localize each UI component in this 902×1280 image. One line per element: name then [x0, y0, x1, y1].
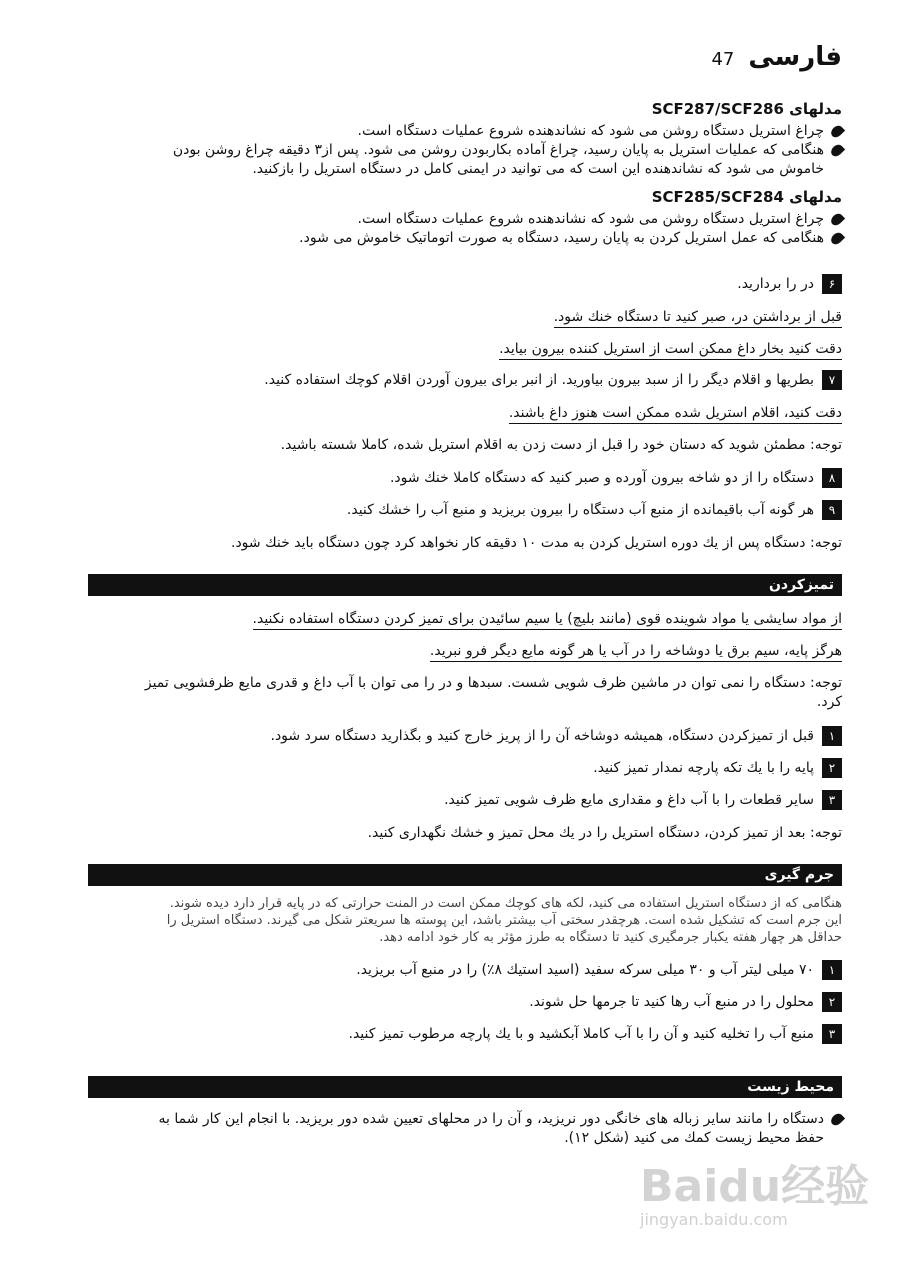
note-clean-1: توجه: دستگاه را نمی توان در ماشین ظرف شویی شست. سبدها و در را می توان با آب داغ و قدری مایع ظرفشویی تمیز — [144, 675, 842, 691]
bullet-text: دستگاه را مانند سایر زباله های خانگی دور نریزید، و آن را در محلهای تعیین شده دور بریزید. با انجام این کار شما به — [158, 1111, 824, 1127]
step-number: ۱ — [822, 726, 842, 746]
bullet-text: هنگامی که عمل استریل کردن به پایان رسید، دستگاه به صورت اتوماتیک خاموش می شود. — [299, 230, 824, 246]
bullet-text-cont: خاموش می شود که نشاندهنده این است که می توانید در ایمنی کامل در دستگاه استریل را بازکنید. — [252, 161, 824, 177]
warning-clean-2 — [88, 640, 842, 662]
descale-step-1 — [88, 960, 842, 980]
models-heading-2: مدلهای SCF285/SCF284 — [651, 188, 842, 206]
step-text: پایه را با یك تکه پارچه نمدار تمیز کنید. — [593, 760, 814, 776]
step-text: سایر قطعات را با آب داغ و مقداری مایع ظرف شویی تمیز کنید. — [444, 792, 814, 808]
step-6 — [88, 274, 842, 294]
descale-step-2 — [88, 992, 842, 1012]
clean-step-1 — [88, 726, 842, 746]
step-text: هر گونه آب باقیمانده از منبع آب دستگاه را بیرون بریزید و منبع آب را خشك کنید. — [346, 502, 814, 518]
warning-text: دقت کنید، اقلام استریل شده ممکن است هنوز داغ باشند. — [509, 405, 842, 424]
bullet-text: هنگامی که عملیات استریل به پایان رسید، چراغ آماده بکاربودن روشن می شود. پس از۳ دقیقه چراغ روشن بودن — [172, 142, 824, 158]
page-number: 47 — [711, 49, 735, 70]
step-9 — [88, 500, 842, 520]
warning-1 — [88, 306, 842, 328]
step-text: بطریها و اقلام دیگر را از سبد بیرون بیاورید. از انبر برای بیرون آوردن اقلام کوچك استفاده کنید. — [264, 372, 814, 388]
step-text: منبع آب را تخلیه کنید و آن را با آب کاملا آبکشید و با یك پارچه مرطوب تمیز کنید. — [348, 1026, 814, 1042]
watermark-url: jingyan.baidu.com — [640, 1210, 788, 1229]
section-heading-cleaning: تمیزکردن — [88, 574, 842, 596]
note-clean-2: توجه: بعد از تمیز کردن، دستگاه استریل را در یك محل تمیز و خشك نگهداری کنید. — [367, 825, 842, 841]
step-number: ۷ — [822, 370, 842, 390]
note-clean-1-cont: کرد. — [816, 694, 842, 710]
descale-paragraph-line: این جرم است که تشکیل شده است. هرچقدر سختی آب بیشتر باشد، این پوسته ها سریعتر شکل می گیرند. دستگاه استریل را — [166, 913, 842, 928]
bullet-item — [88, 229, 842, 248]
bullet-item — [88, 122, 842, 141]
language-title: فارسی — [748, 42, 842, 72]
descale-paragraph-line: حداقل هر چهار هفته یکبار جرمگیری کنید تا دستگاه به طرز مؤثر به کار خود ادامه دهد. — [379, 930, 842, 945]
step-number: ۳ — [822, 790, 842, 810]
step-7 — [88, 370, 842, 390]
bullet-icon — [829, 123, 845, 139]
bullet-icon — [829, 230, 845, 246]
page-header — [711, 42, 842, 72]
step-number: ۳ — [822, 1024, 842, 1044]
step-text: ۷۰ میلی لیتر آب و ۳۰ میلی سرکه سفید (اسید استیك ۸٪) را در منبع آب بریزید. — [356, 962, 814, 978]
step-number: ۱ — [822, 960, 842, 980]
bullet-item — [88, 1110, 842, 1129]
step-number: ۶ — [822, 274, 842, 294]
step-text: محلول را در منبع آب رها کنید تا جرمها حل شوند. — [529, 994, 814, 1010]
watermark-logo: Baidu经验 — [640, 1161, 870, 1212]
step-number: ۹ — [822, 500, 842, 520]
descale-step-3 — [88, 1024, 842, 1044]
warning-2 — [88, 338, 842, 360]
step-text: در را بردارید. — [737, 276, 814, 292]
warning-3 — [88, 402, 842, 424]
step-text: قبل از تمیزکردن دستگاه، همیشه دوشاخه آن را از پریز خارج کنید و بگذارید دستگاه سرد شود. — [270, 728, 814, 744]
watermark — [640, 1150, 880, 1230]
warning-text: دقت کنید بخار داغ ممکن است از استریل کننده بیرون بیاید. — [499, 341, 842, 360]
step-number: ۲ — [822, 758, 842, 778]
warning-text: قبل از برداشتن در، صبر کنید تا دستگاه خنك شود. — [554, 309, 842, 328]
bullet-item — [88, 141, 842, 160]
step-number: ۸ — [822, 468, 842, 488]
bullet-icon — [829, 142, 845, 158]
section-heading-descaling: جرم گیری — [88, 864, 842, 886]
note-1: توجه: مطمئن شوید که دستان خود را قبل از دست زدن به اقلام استریل شده، کاملا شسته باشید. — [280, 437, 842, 453]
step-text: دستگاه را از دو شاخه بیرون آورده و صبر کنید که دستگاه کاملا خنك شود. — [389, 470, 814, 486]
clean-step-2 — [88, 758, 842, 778]
note-2: توجه: دستگاه پس از یك دوره استریل کردن به مدت ۱۰ دقیقه کار نخواهد کرد چون دستگاه باید خنك شود. — [231, 535, 842, 551]
bullet-text: چراغ استریل دستگاه روشن می شود که نشاندهنده شروع عملیات دستگاه است. — [357, 123, 824, 139]
bullet-text: چراغ استریل دستگاه روشن می شود که نشاندهنده شروع عملیات دستگاه است. — [357, 211, 824, 227]
clean-step-3 — [88, 790, 842, 810]
bullet-icon — [829, 211, 845, 227]
warning-text: از مواد سایشی یا مواد شوینده قوی (مانند بلیچ) یا سیم سائیدن برای تمیز کردن دستگاه استفاده نکنید. — [253, 611, 842, 630]
bullet-icon — [829, 1111, 845, 1127]
warning-text: هرگز پایه، سیم برق یا دوشاخه را در آب یا هر گونه مایع دیگر فرو نبرید. — [430, 643, 842, 662]
warning-clean-1 — [88, 608, 842, 630]
step-number: ۲ — [822, 992, 842, 1012]
bullet-text-cont: حفظ محیط زیست کمك می کنید (شکل ۱۲). — [564, 1130, 824, 1146]
step-8 — [88, 468, 842, 488]
bullet-item — [88, 210, 842, 229]
models-heading-1: مدلهای SCF287/SCF286 — [651, 100, 842, 118]
descale-paragraph-line: هنگامی که از دستگاه استریل استفاده می کنید، لکه های کوچك ممکن است در المنت حرارتی که در پایه قرار دارد دیده شوند. — [169, 896, 842, 911]
section-heading-environment: محیط زیست — [88, 1076, 842, 1098]
